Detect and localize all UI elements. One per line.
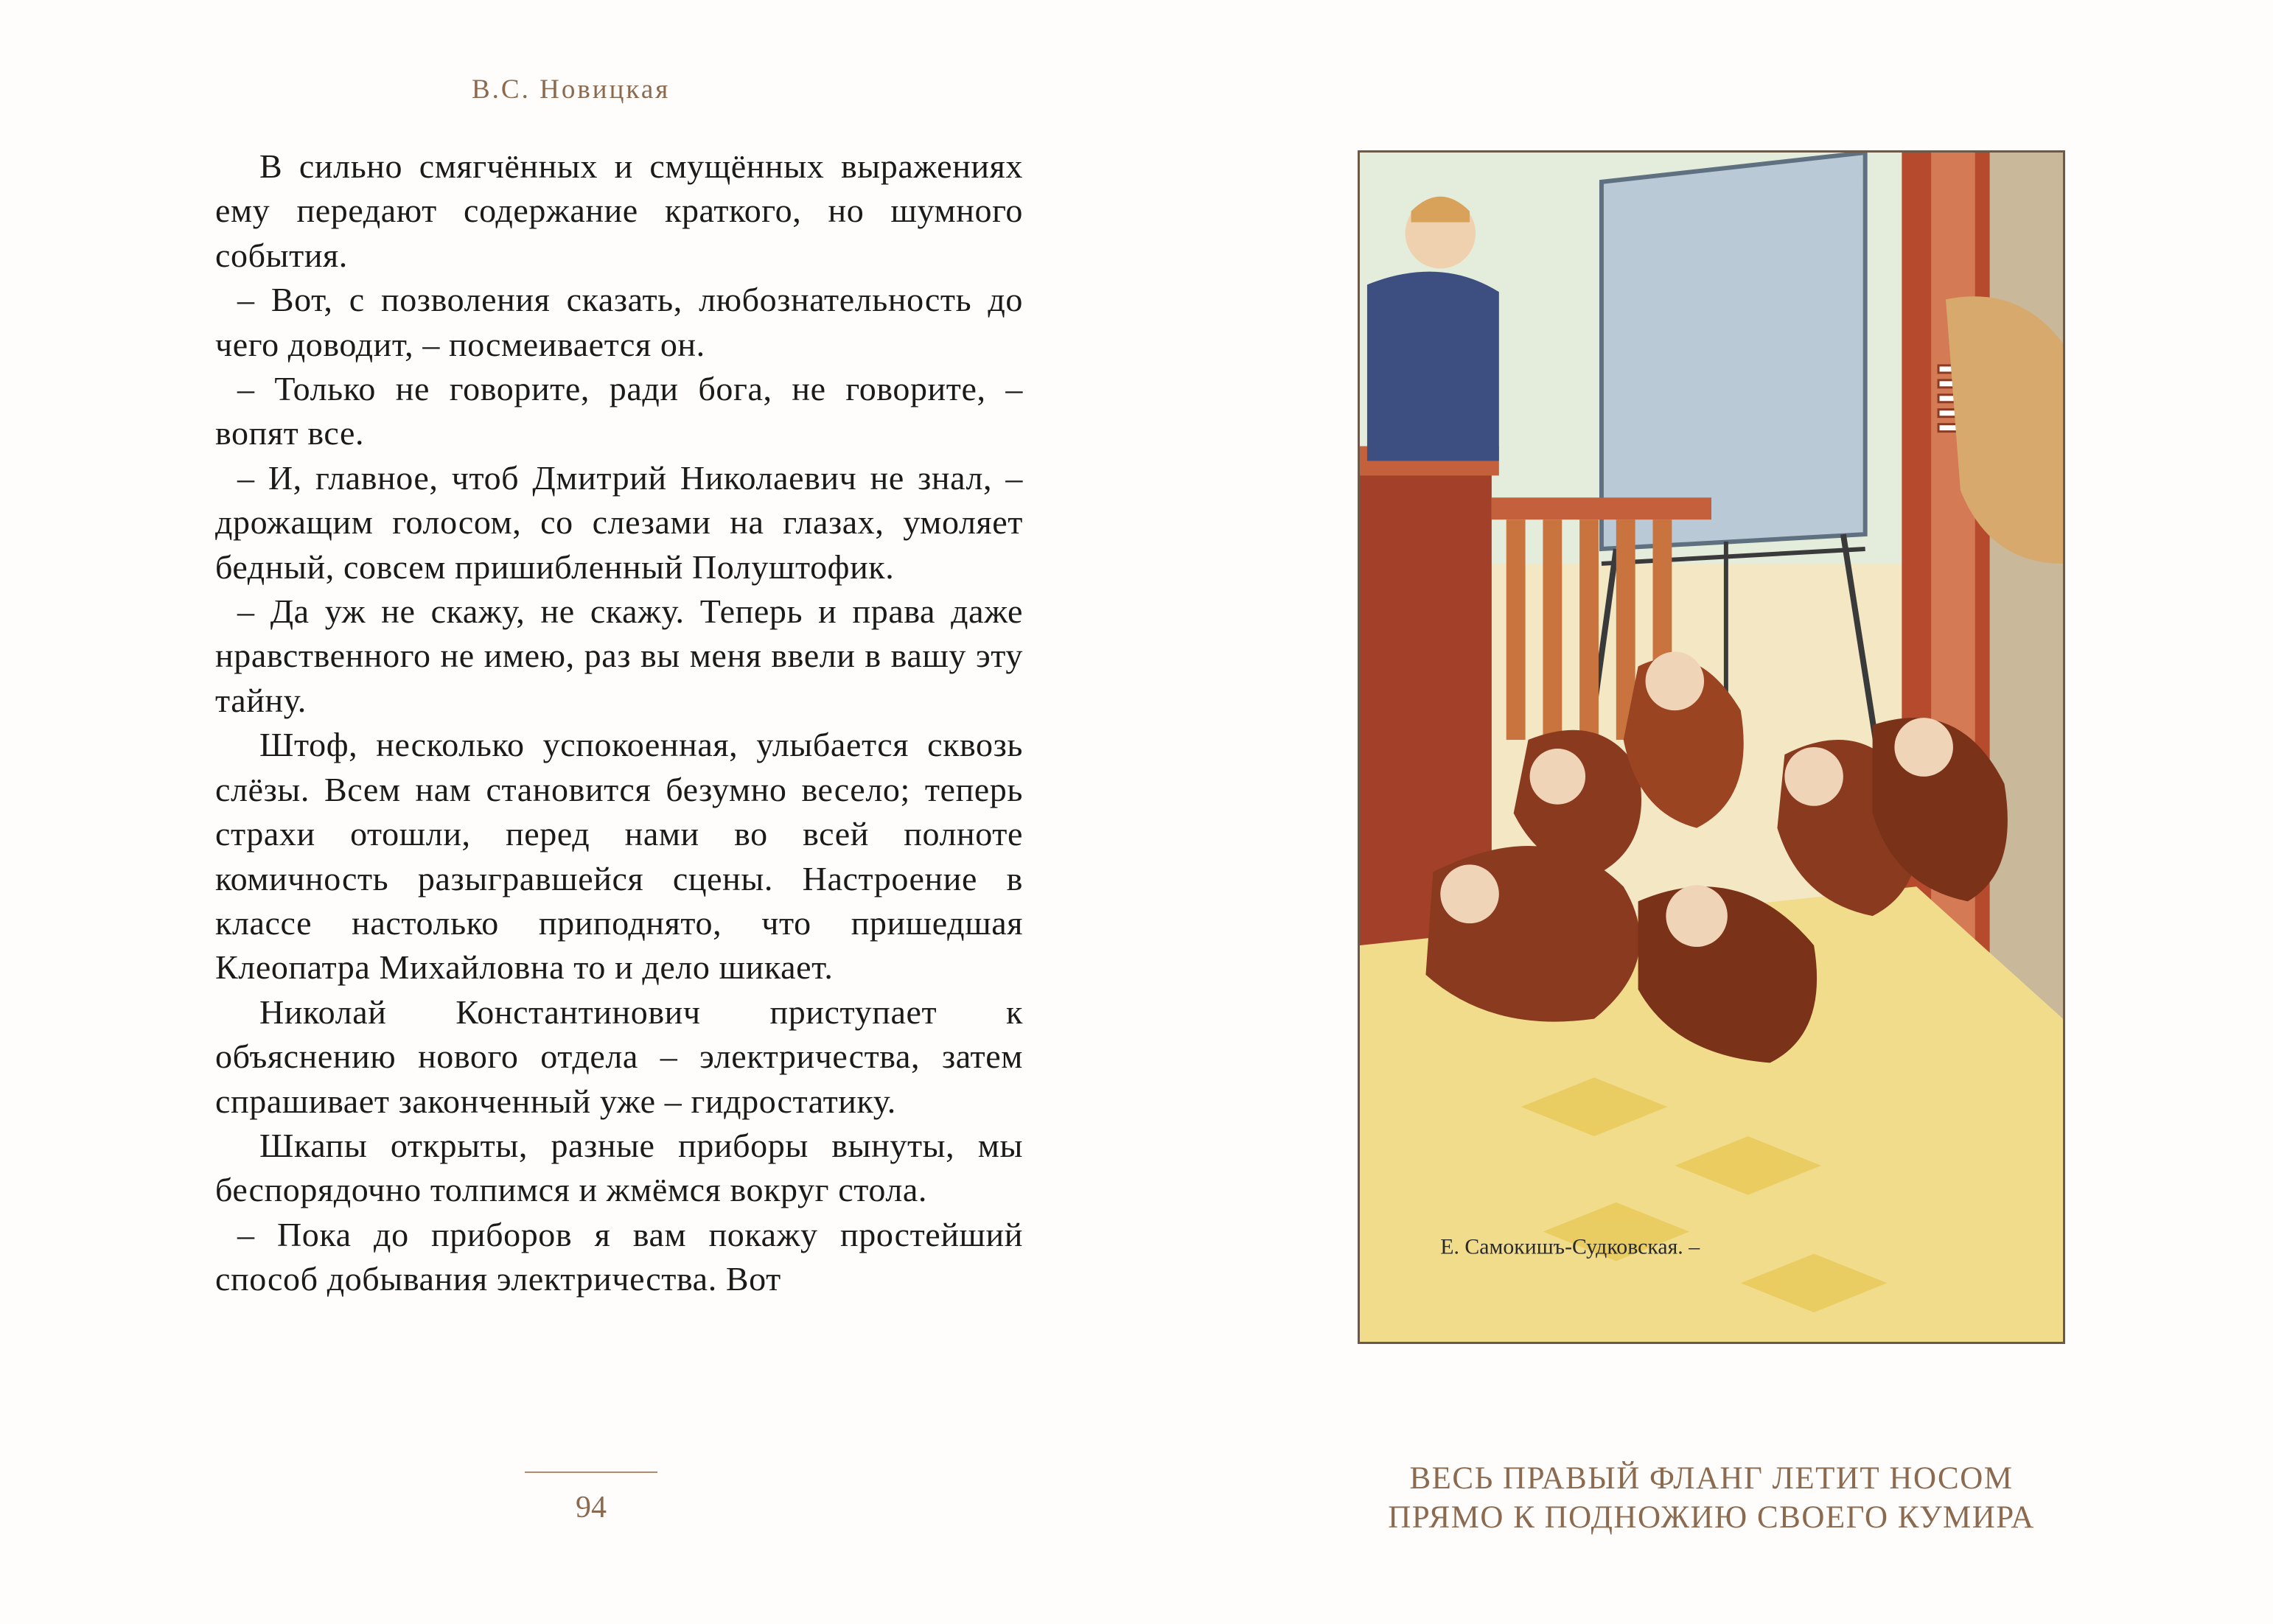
left-page (0, 0, 1135, 1624)
paragraph: Николай Константинович приступает к объяснению нового отдела – электричества, затем спрашивает законченный уже – гидростатику. (215, 993, 1023, 1120)
body-text (215, 144, 1023, 1302)
right-page (1135, 0, 2273, 1624)
paragraph: – Вот, с позволения сказать, любознательность до чего доводит, – посмеивается он. (215, 281, 1023, 363)
folio-rule (525, 1471, 657, 1473)
paragraph: – Пока до приборов я вам покажу простейший способ добывания электричества. Вот (215, 1215, 1023, 1298)
illustration-caption (1327, 1459, 2096, 1537)
paragraph: Шкапы открыты, разные приборы вынуты, мы беспорядочно толпимся и жмёмся вокруг стола. (215, 1126, 1023, 1209)
paragraph: – Только не говорите, ради бога, не говорите, – вопят все. (215, 370, 1023, 452)
paragraph: – И, главное, чтоб Дмитрий Николаевич не знал, – дрожащим голосом, со слезами на глазах, умоляет бедный, совсем пришибленный Полуштофик. (215, 458, 1023, 586)
page-number: 94 (576, 1491, 607, 1525)
paragraph: Штоф, несколько успокоенная, улыбается сквозь слёзы. Всем нам становится безумно весело; теперь страхи отошли, перед нами во всей полноте комичность разыгравшейся сцены. Настроение в классе настолько приподнято, что пришедшая Клеопатра Михайловна то и дело шикает. (215, 726, 1023, 987)
blackboard (1602, 153, 1865, 549)
teacher-figure (1367, 272, 1499, 461)
caption-line: ПРЯМО К ПОДНОЖИЮ СВОЕГО КУМИРА (1388, 1500, 2035, 1535)
illustration-plate (1358, 150, 2065, 1344)
paragraph: В сильно смягчённых и смущённых выражениях ему передают содержание краткого, но шумного события. (215, 147, 1023, 274)
classroom-illustration (1360, 153, 2063, 1342)
paragraph: – Да уж не скажу, не скажу. Теперь и права даже нравственного не имею, раз вы меня ввели в вашу эту тайну. (215, 592, 1023, 719)
caption-line: ВЕСЬ ПРАВЫЙ ФЛАНГ ЛЕТИТ НОСОМ (1409, 1461, 2014, 1496)
illustration-signature: Е. Самокишъ-Судковская. – (1440, 1234, 1700, 1259)
running-head-author: В.С. Новицкая (472, 74, 671, 105)
